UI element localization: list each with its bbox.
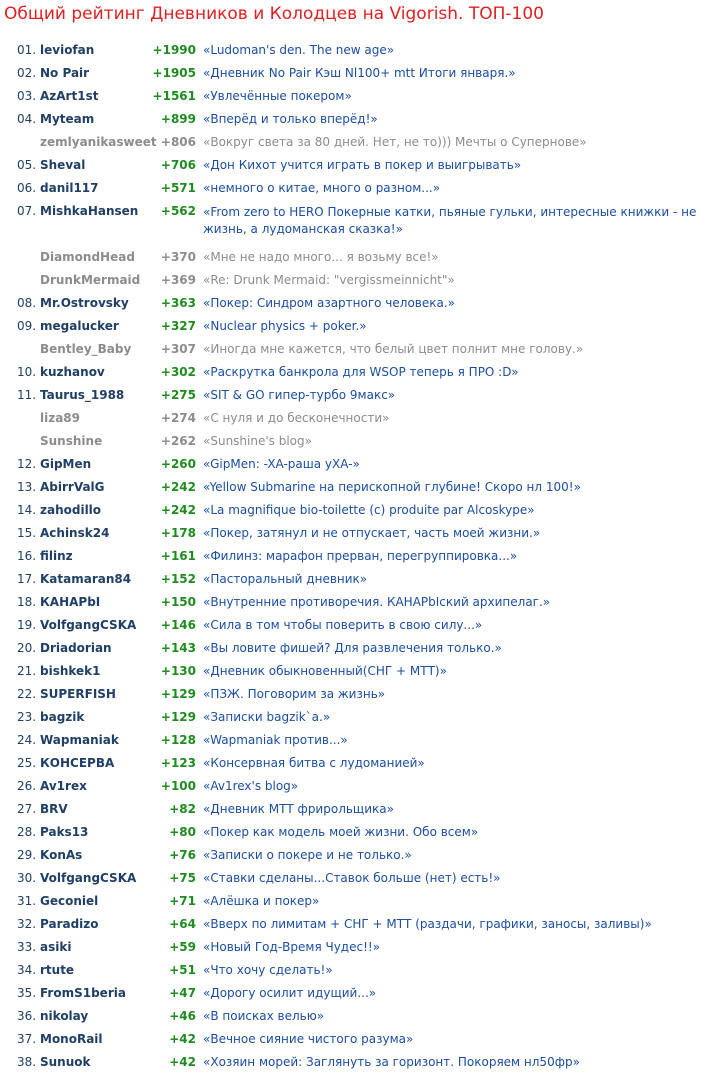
score-value: +46	[169, 1009, 196, 1023]
author-link[interactable]: Sunshine	[40, 434, 103, 448]
page-title: Общий рейтинг Дневников и Колодцев на Vigorish. ТОП-100	[4, 4, 544, 24]
rating-row	[0, 411, 715, 434]
author-link[interactable]: Achinsk24	[40, 526, 110, 540]
score-value: +1905	[152, 66, 196, 80]
rank-number: 09.	[17, 319, 37, 333]
author-link[interactable]: nikolay	[40, 1009, 89, 1023]
author-link[interactable]: liza89	[40, 411, 81, 425]
rank-number: 23.	[17, 710, 37, 724]
author-link[interactable]: bagzik	[40, 710, 85, 724]
score-value: +242	[160, 480, 196, 494]
rating-row	[0, 756, 715, 779]
rank-number: 30.	[17, 871, 37, 885]
score-value: +706	[160, 158, 196, 172]
score-value: +262	[160, 434, 196, 448]
rating-row	[0, 687, 715, 710]
rank-number: 05.	[17, 158, 37, 172]
diary-title-link[interactable]: «немного о китае, много о разном...»	[203, 181, 441, 195]
score-value: +130	[160, 664, 196, 678]
rank-number: 29.	[17, 848, 37, 862]
score-value: +562	[160, 204, 196, 218]
rank-number: 34.	[17, 963, 37, 977]
author-link[interactable]: Geconiel	[40, 894, 99, 908]
author-link[interactable]: SUPERFISH	[40, 687, 116, 701]
score-value: +64	[169, 917, 196, 931]
rank-number: 31.	[17, 894, 37, 908]
rating-row	[0, 963, 715, 986]
diary-title-link[interactable]: «Пасторальный дневник»	[203, 572, 368, 586]
score-value: +274	[160, 411, 196, 425]
author-link[interactable]: asiki	[40, 940, 72, 954]
score-value: +150	[160, 595, 196, 609]
rating-row	[0, 848, 715, 871]
author-link[interactable]: Sheval	[40, 158, 86, 172]
rank-number: 19.	[17, 618, 37, 632]
diary-title-link[interactable]: «Sunshine's blog»	[203, 434, 312, 448]
score-value: +899	[160, 112, 196, 126]
diary-title-link[interactable]: «Nuclear physics + poker.»	[203, 319, 367, 333]
diary-title-link[interactable]: «Иногда мне кажется, что белый цвет полнит мне голову.»	[203, 342, 584, 356]
diary-title-link[interactable]: «Дневник МТТ фрирольщика»	[203, 802, 394, 816]
author-link[interactable]: MishkaHansen	[40, 204, 139, 218]
author-link[interactable]: megalucker	[40, 319, 119, 333]
rank-number: 35.	[17, 986, 37, 1000]
diary-title-link[interactable]: «Записки о покере и не только.»	[203, 848, 412, 862]
rating-row	[0, 526, 715, 549]
score-value: +76	[169, 848, 196, 862]
score-value: +327	[160, 319, 196, 333]
score-value: +363	[160, 296, 196, 310]
author-link[interactable]: kuzhanov	[40, 365, 105, 379]
author-link[interactable]: VolfgangCSKA	[40, 871, 137, 885]
rating-row	[0, 871, 715, 894]
rank-number: 01.	[17, 43, 37, 57]
rating-row	[0, 664, 715, 687]
diary-title-link[interactable]: «Новый Год-Время Чудес!!»	[203, 940, 381, 954]
diary-title-link[interactable]: «SIT & GO гипер-турбо 9макс»	[203, 388, 396, 402]
rank-number: 37.	[17, 1032, 37, 1046]
diary-title-link[interactable]: «Вокруг света за 80 дней. Нет, не то))) Мечты о Супернове»	[203, 135, 587, 149]
rating-row	[0, 158, 715, 181]
score-value: +51	[169, 963, 196, 977]
diary-title-link[interactable]: «Мне не надо много... я возьму все!»	[203, 250, 439, 264]
diary-title-link[interactable]: «Покер как модель моей жизни. Обо всем»	[203, 825, 479, 839]
score-value: +806	[160, 135, 196, 149]
score-value: +571	[160, 181, 196, 195]
diary-title-link[interactable]: «Хозяин морей: Заглянуть за горизонт. Покоряем нл50фр»	[203, 1055, 580, 1069]
diary-title-link[interactable]: «GipMen: -XA-раша уXA-»	[203, 457, 360, 471]
rating-row	[0, 802, 715, 825]
author-link[interactable]: BRV	[40, 802, 68, 816]
rank-number: 18.	[17, 595, 37, 609]
author-link[interactable]: MonoRail	[40, 1032, 103, 1046]
author-link[interactable]: Sunuok	[40, 1055, 91, 1069]
score-value: +71	[169, 894, 196, 908]
rank-number: 27.	[17, 802, 37, 816]
diary-title-link[interactable]: «Раскрутка банкрола для WSOP теперь я ПРО :D»	[203, 365, 519, 379]
rating-row	[0, 641, 715, 664]
author-link[interactable]: Paks13	[40, 825, 89, 839]
author-link[interactable]: КАНАРbI	[40, 595, 101, 609]
author-link[interactable]: FromS1beria	[40, 986, 126, 1000]
author-link[interactable]: zemlyanikasweet	[40, 135, 157, 149]
rating-row	[0, 825, 715, 848]
rating-row	[0, 618, 715, 641]
rating-row	[0, 503, 715, 526]
diary-title-link[interactable]: «From zero to HERO Покерные катки, пьяные гульки, интересные книжки - не жизнь, а лудоманская сказка!»	[203, 205, 697, 236]
score-value: +369	[160, 273, 196, 287]
rank-number: 25.	[17, 756, 37, 770]
author-link[interactable]: leviofan	[40, 43, 95, 57]
rating-row	[0, 1032, 715, 1055]
rank-number: 03.	[17, 89, 37, 103]
diary-title-link[interactable]: «Дневник обыкновенный(СНГ + МТТ)»	[203, 664, 447, 678]
rank-number: 10.	[17, 365, 37, 379]
score-value: +143	[160, 641, 196, 655]
score-value: +370	[160, 250, 196, 264]
score-value: +75	[169, 871, 196, 885]
rating-row	[0, 135, 715, 158]
author-link[interactable]: AbirrValG	[40, 480, 105, 494]
author-link[interactable]: filinz	[40, 549, 73, 563]
rating-row	[0, 112, 715, 135]
rank-number: 12.	[17, 457, 37, 471]
rank-number: 38.	[17, 1055, 37, 1069]
rating-row	[0, 572, 715, 595]
diary-title-link[interactable]: «Покер: Синдром азартного человека.»	[203, 296, 455, 310]
score-value: +128	[160, 733, 196, 747]
score-value: +82	[169, 802, 196, 816]
rank-number: 14.	[17, 503, 37, 517]
diary-title-link[interactable]: «Сила в том чтобы поверить в свою силу...»	[203, 618, 483, 632]
rating-row	[0, 250, 715, 273]
author-link[interactable]: KonAs	[40, 848, 83, 862]
rating-row	[0, 986, 715, 1009]
author-link[interactable]: danil117	[40, 181, 99, 195]
diary-title-link[interactable]: «Ставки сделаны...Ставок больше (нет) есть!»	[203, 871, 501, 885]
rating-row	[0, 365, 715, 388]
author-link[interactable]: DiamondHead	[40, 250, 135, 264]
author-link[interactable]: rtute	[40, 963, 75, 977]
rating-row	[0, 66, 715, 89]
rating-row	[0, 342, 715, 365]
diary-title-link[interactable]: «Вперёд и только вперёд!»	[203, 112, 378, 126]
diary-title-link[interactable]: «Ludoman's den. The new age»	[203, 43, 395, 57]
score-value: +100	[160, 779, 196, 793]
diary-title-link[interactable]: «Увлечённые покером»	[203, 89, 352, 103]
diary-title-link[interactable]: «С нуля и до бесконечности»	[203, 411, 390, 425]
score-value: +260	[160, 457, 196, 471]
diary-title-link[interactable]: «Записки bagzik`a.»	[203, 710, 331, 724]
diary-title-link[interactable]: «ПЗЖ. Поговорим за жизнь»	[203, 687, 386, 701]
score-value: +178	[160, 526, 196, 540]
score-value: +275	[160, 388, 196, 402]
rank-number: 20.	[17, 641, 37, 655]
diary-title-link[interactable]: «Дорогу осилит идущий...»	[203, 986, 377, 1000]
rank-number: 26.	[17, 779, 37, 793]
rating-row	[0, 273, 715, 296]
rank-number: 02.	[17, 66, 37, 80]
score-value: +302	[160, 365, 196, 379]
score-value: +129	[160, 710, 196, 724]
score-value: +59	[169, 940, 196, 954]
score-value: +1561	[152, 89, 196, 103]
author-link[interactable]: DrunkMermaid	[40, 273, 141, 287]
diary-title-link[interactable]: «Что хочу сделать!»	[203, 963, 333, 977]
rank-number: 11.	[17, 388, 37, 402]
diary-title-link[interactable]: «La magnifique bio-toilette (c) produite par Alcoskype»	[203, 503, 535, 517]
rating-row	[0, 43, 715, 66]
author-link[interactable]: Wapmaniak	[40, 733, 119, 747]
rank-number: 06.	[17, 181, 37, 195]
rating-row	[0, 204, 715, 250]
rank-number: 28.	[17, 825, 37, 839]
rank-number: 21.	[17, 664, 37, 678]
author-link[interactable]: Bentley_Baby	[40, 342, 132, 356]
rank-number: 32.	[17, 917, 37, 931]
author-link[interactable]: Av1rex	[40, 779, 87, 793]
score-value: +307	[160, 342, 196, 356]
rating-row	[0, 595, 715, 618]
rank-number: 15.	[17, 526, 37, 540]
author-link[interactable]: Myteam	[40, 112, 95, 126]
rank-number: 17.	[17, 572, 37, 586]
diary-title-link[interactable]: «В поисках велью»	[203, 1009, 325, 1023]
diary-title-link[interactable]: «Вверх по лимитам + СНГ + МТТ (раздачи, графики, заносы, заливы)»	[203, 917, 652, 931]
rank-number: 13.	[17, 480, 37, 494]
score-value: +152	[160, 572, 196, 586]
rating-row	[0, 319, 715, 342]
rank-number: 04.	[17, 112, 37, 126]
rating-row	[0, 434, 715, 457]
rating-row	[0, 89, 715, 112]
score-value: +42	[169, 1032, 196, 1046]
rank-number: 16.	[17, 549, 37, 563]
diary-title-link[interactable]: «Re: Drunk Mermaid: "vergissmeinnicht"»	[203, 273, 455, 287]
diary-title-link[interactable]: «Консервная битва с лудоманией»	[203, 756, 425, 770]
rating-row	[0, 894, 715, 917]
author-link[interactable]: VolfgangCSKA	[40, 618, 137, 632]
author-link[interactable]: zahodillo	[40, 503, 102, 517]
rating-row	[0, 457, 715, 480]
author-link[interactable]: Mr.Ostrovsky	[40, 296, 129, 310]
author-link[interactable]: КОНСЕРВА	[40, 756, 115, 770]
author-link[interactable]: AzArt1st	[40, 89, 99, 103]
author-link[interactable]: GipMen	[40, 457, 92, 471]
rating-row	[0, 549, 715, 572]
rating-row	[0, 296, 715, 319]
diary-title-link[interactable]: «Покер, затянул и не отпускает, часть моей жизни.»	[203, 526, 541, 540]
rank-number: 36.	[17, 1009, 37, 1023]
rating-row	[0, 480, 715, 503]
score-value: +129	[160, 687, 196, 701]
diary-title-link[interactable]: «Дон Кихот учится играть в покер и выигрывать»	[203, 158, 522, 172]
diary-title-link[interactable]: «Av1rex's blog»	[203, 779, 299, 793]
score-value: +42	[169, 1055, 196, 1069]
rank-number: 33.	[17, 940, 37, 954]
diary-title-link[interactable]: «Вечное сияние чистого разума»	[203, 1032, 414, 1046]
diary-title-link[interactable]: «Вы ловите фишей? Для развлечения только.»	[203, 641, 502, 655]
score-value: +146	[160, 618, 196, 632]
author-link[interactable]: bishkek1	[40, 664, 101, 678]
diary-title-link[interactable]: «Внутренние противоречия. КАНАРbIский архипелаг.»	[203, 595, 551, 609]
rating-row	[0, 917, 715, 940]
rating-row	[0, 181, 715, 204]
author-link[interactable]: Paradizo	[40, 917, 99, 931]
diary-title-link[interactable]: «Филинз: марафон прерван, перегруппировка...»	[203, 549, 518, 563]
rank-number: 08.	[17, 296, 37, 310]
rating-row	[0, 388, 715, 411]
diary-title-link[interactable]: «Алёшка и покер»	[203, 894, 320, 908]
score-value: +242	[160, 503, 196, 517]
author-link[interactable]: Driadorian	[40, 641, 112, 655]
rating-row	[0, 710, 715, 733]
score-value: +123	[160, 756, 196, 770]
author-link[interactable]: No Pair	[40, 66, 90, 80]
rating-row	[0, 1055, 715, 1078]
diary-title-link[interactable]: «Дневник No Pair Кэш Nl100+ mtt Итоги января.»	[203, 66, 516, 80]
diary-title-link[interactable]: «Wapmaniak против...»	[203, 733, 348, 747]
score-value: +80	[169, 825, 196, 839]
rating-row	[0, 733, 715, 756]
rank-number: 24.	[17, 733, 37, 747]
rating-row	[0, 779, 715, 802]
score-value: +47	[169, 986, 196, 1000]
rating-row	[0, 1009, 715, 1032]
author-link[interactable]: Katamaran84	[40, 572, 132, 586]
rank-number: 07.	[17, 204, 37, 218]
rating-row	[0, 940, 715, 963]
score-value: +1990	[152, 43, 196, 57]
score-value: +161	[160, 549, 196, 563]
diary-title-link[interactable]: «Yellow Submarine на перископной глубине! Скоро нл 100!»	[203, 480, 581, 494]
author-link[interactable]: Taurus_1988	[40, 388, 125, 402]
rank-number: 22.	[17, 687, 37, 701]
